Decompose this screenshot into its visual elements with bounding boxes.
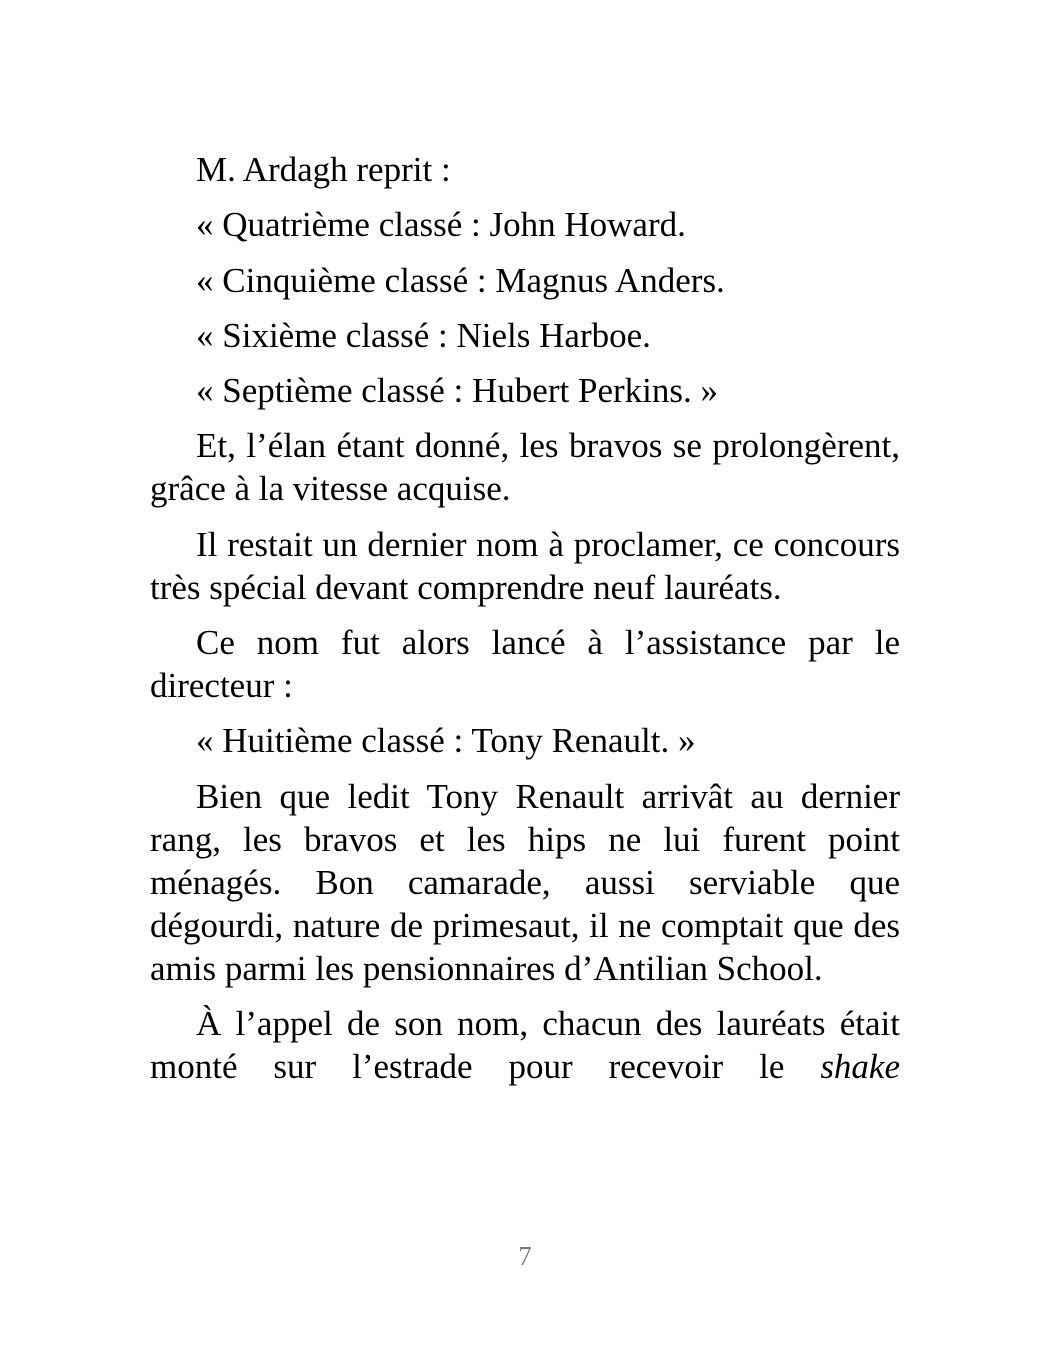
paragraph: M. Ardagh reprit : xyxy=(196,150,451,189)
paragraph: Il restait un dernier nom à proclamer, ce concours très spécial devant comprendre neuf lauréats. xyxy=(150,524,900,607)
paragraph: « Huitième classé : Tony Renault. » xyxy=(196,721,696,761)
italic-word: shake xyxy=(820,1046,901,1086)
paragraph: Bien que ledit Tony Renault arrivât au dernier rang, les bravos et les hips ne lui furent point ménagés. Bon camarade, aussi serviable que dégourdi, nature de primesaut, il ne comptait que des amis parmi les pensionnaires d’Antilian School. xyxy=(150,776,900,988)
paragraph: « Quatrième classé : John Howard. xyxy=(196,205,686,245)
paragraph-last-text: À l’appel de son nom, chacun des lauréats était monté sur l’estrade pour recevoir le xyxy=(150,1003,900,1086)
paragraph: Ce nom fut alors lancé à l’assistance par le directeur : xyxy=(150,623,900,706)
paragraph: « Septième classé : Hubert Perkins. » xyxy=(196,371,718,411)
paragraph-last xyxy=(150,1002,900,1088)
page-number: 7 xyxy=(518,1241,532,1271)
paragraph: Et, l’élan étant donné, les bravos se prolongèrent, grâce à la vitesse acquise. xyxy=(150,426,900,509)
paragraph: « Cinquième classé : Magnus Anders. xyxy=(196,260,725,300)
page-text xyxy=(150,148,900,1100)
paragraph: « Sixième classé : Niels Harboe. xyxy=(196,315,651,355)
